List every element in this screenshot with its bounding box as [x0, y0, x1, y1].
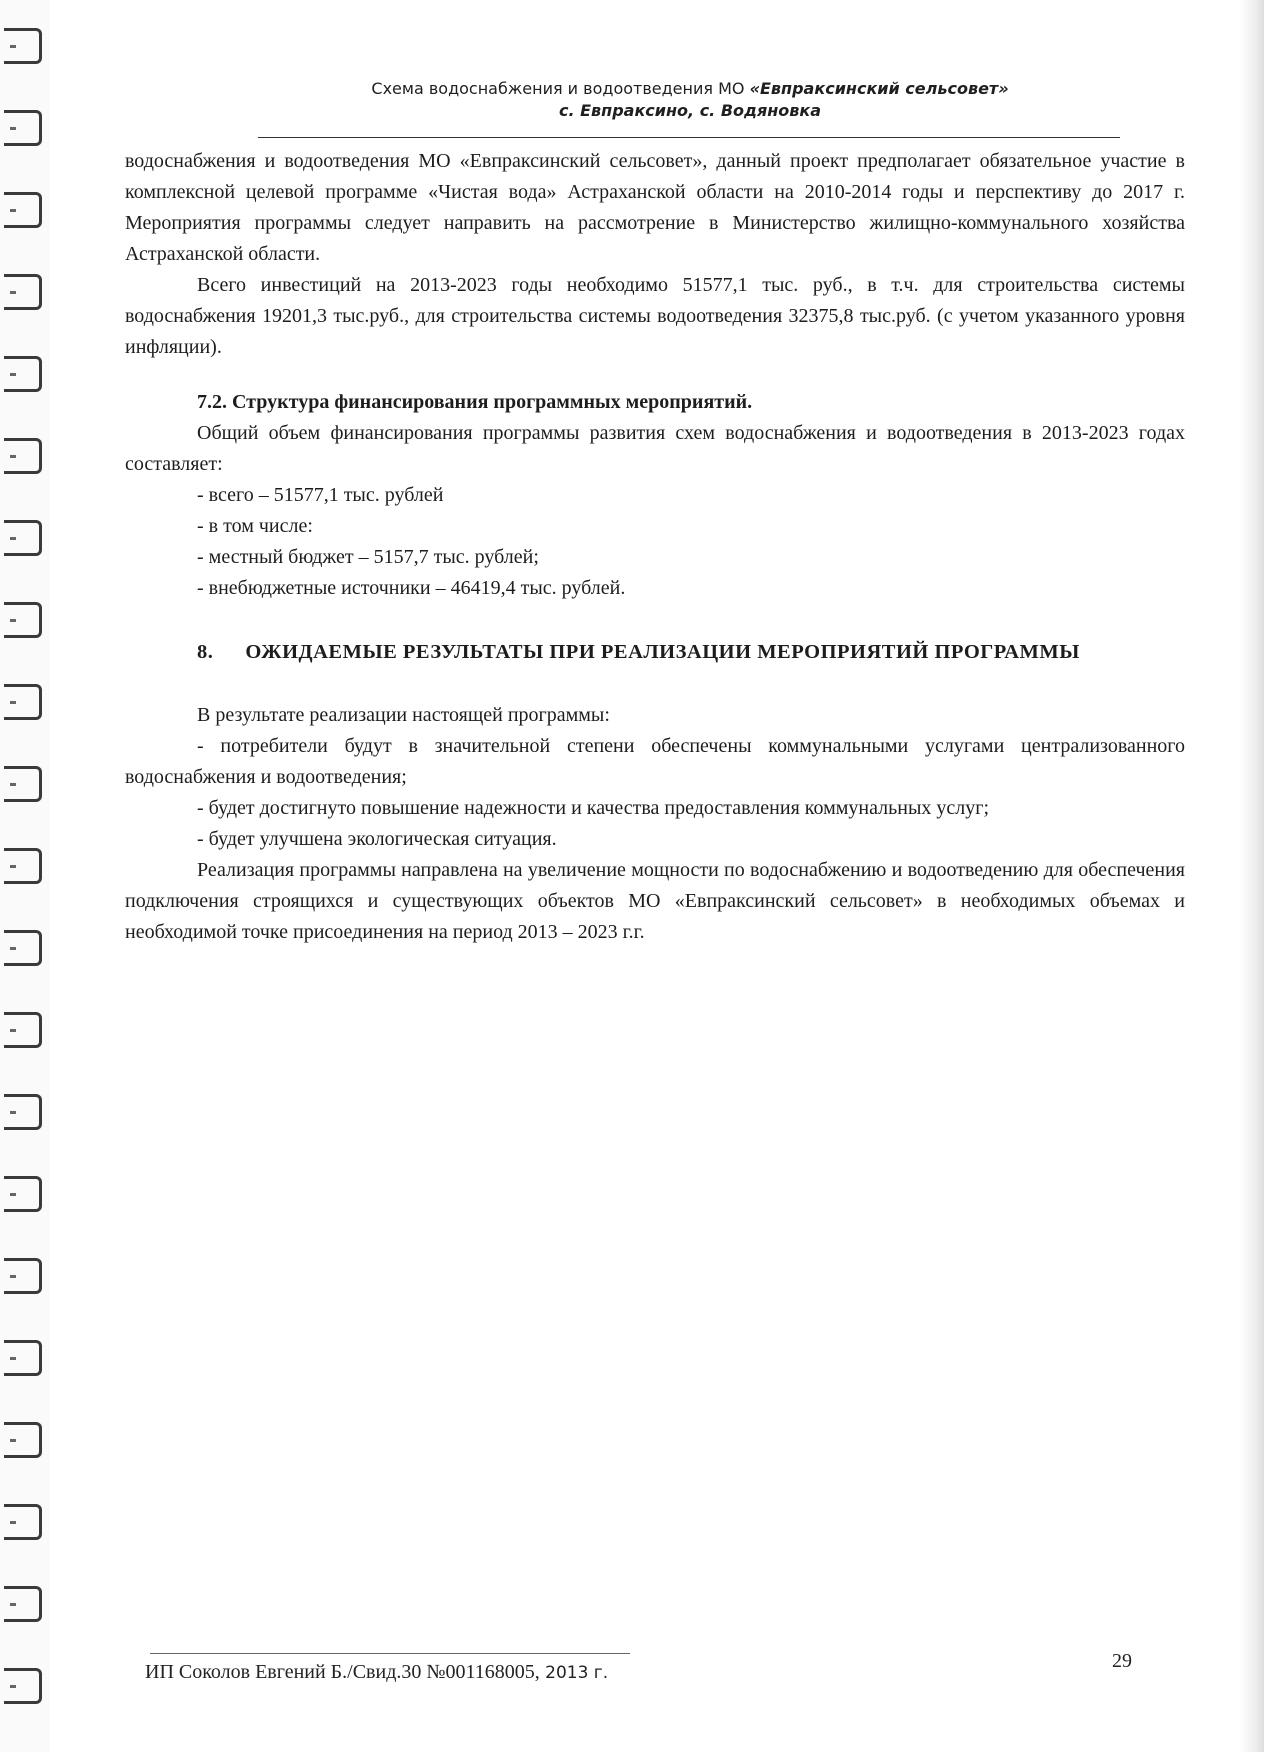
header-organization: «Евпраксинский сельсовет»: [749, 79, 1009, 98]
result-item: - потребители будут в значительной степени обеспечены коммунальными услугами централизованного водоснабжения и водоотведения;: [125, 735, 1185, 788]
binding-ring: [4, 274, 42, 310]
header-villages: с. Евпраксино, с. Водяновка: [558, 101, 822, 120]
binding-ring: [4, 1422, 42, 1458]
paragraph-program-goal: Реализация программы направлена на увеличение мощности по водоснабжению и водоотведению для обеспечения подключения строящихся и существующих объектов МО «Евпраксинский сельсовет» в необходимых объемах и необходимой точке присоединения на период 2013 – 2023 г.г.: [125, 859, 1185, 943]
section-8-title: ОЖИДАЕМЫЕ РЕЗУЛЬТАТЫ ПРИ РЕАЛИЗАЦИИ МЕРОПРИЯТИЙ ПРОГРАММЫ: [245, 641, 1080, 663]
footer-divider: [150, 1653, 630, 1654]
binding-ring: [4, 1504, 42, 1540]
binding-ring: [4, 1586, 42, 1622]
binding-ring: [4, 602, 42, 638]
binding-ring: [4, 110, 42, 146]
binding-ring: [4, 1258, 42, 1294]
section-7-2-heading: 7.2. Структура финансирования программных мероприятий.: [197, 391, 753, 413]
binding-ring: [4, 1012, 42, 1048]
binding-ring: [4, 28, 42, 64]
footer: [145, 1661, 608, 1684]
document-body: [125, 146, 1185, 948]
binding-ring: [4, 438, 42, 474]
header-line-1: [260, 78, 1120, 100]
binding-ring: [4, 684, 42, 720]
financing-item: - внебюджетные источники – 46419,4 тыс. рублей.: [197, 577, 626, 599]
result-item: - будет улучшена экологическая ситуация.: [197, 828, 557, 850]
running-header: [260, 78, 1120, 122]
paragraph-program-participation: водоснабжения и водоотведения МО «Евпраксинский сельсовет», данный проект предполагает обязательное участие в комплексной целевой программе «Чистая вода» Астраханской области на 2010-2014 годы и перспективу до 2017 г. Мероприятия программы следует направить на рассмотрение в Министерство жилищно-коммунального хозяйства Астраханской области.: [125, 150, 1185, 265]
header-divider: [258, 137, 1120, 138]
financing-item: - в том числе:: [197, 515, 313, 537]
financing-item: - местный бюджет – 5157,7 тыс. рублей;: [197, 546, 539, 568]
section-8-heading: [125, 634, 1185, 670]
binding-ring: [4, 848, 42, 884]
binding-ring: [4, 1340, 42, 1376]
binding-ring: [4, 930, 42, 966]
binding-ring: [4, 1176, 42, 1212]
footer-year: 2013 г.: [539, 1663, 609, 1683]
binding-ring: [4, 1094, 42, 1130]
binding-ring: [4, 766, 42, 802]
result-item: - будет достигнуто повышение надежности и качества предоставления коммунальных услуг;: [197, 797, 990, 819]
footer-author: ИП Соколов Евгений Б./Свид.30 №001168005,: [145, 1661, 540, 1683]
binding-ring: [4, 356, 42, 392]
paragraph-investments: Всего инвестиций на 2013-2023 годы необходимо 51577,1 тыс. руб., в т.ч. для строительства системы водоснабжения 19201,3 тыс.руб., для строительства системы водоотведения 32375,8 тыс.руб. (с учетом указанного уровня инфляции).: [125, 274, 1185, 358]
binding-ring: [4, 520, 42, 556]
section-8-number: 8.: [197, 641, 214, 663]
page-number: 29: [1112, 1650, 1132, 1672]
paragraph-financing-total: Общий объем финансирования программы развития схем водоснабжения и водоотведения в 2013-2023 годах составляет:: [125, 422, 1185, 475]
financing-item: - всего – 51577,1 тыс. рублей: [197, 484, 444, 506]
binding-ring: [4, 1668, 42, 1704]
paragraph-results-intro: В результате реализации настоящей программы:: [197, 704, 610, 726]
page-edge-shadow: [1240, 0, 1264, 1752]
binding-ring: [4, 192, 42, 228]
spiral-binding: [0, 0, 50, 1752]
header-title: Схема водоснабжения и водоотведения МО: [371, 79, 745, 98]
